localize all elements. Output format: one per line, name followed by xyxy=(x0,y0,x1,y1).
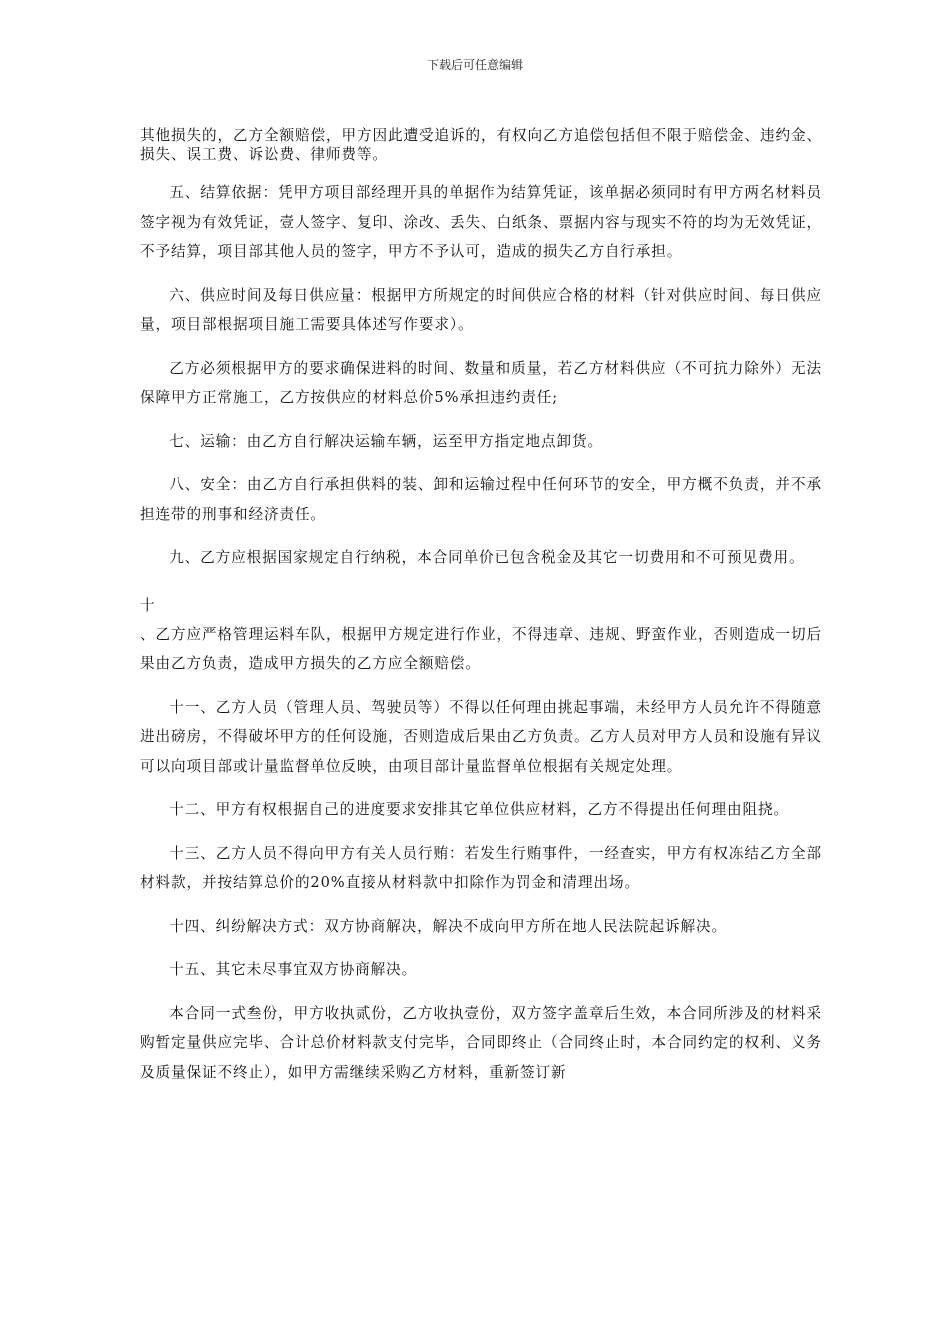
clause-7-transport: 七、运输：由乙方自行解决运输车辆，运至甲方指定地点卸货。 xyxy=(169,432,604,450)
document-body xyxy=(140,126,822,1087)
clause-6-supply-time: 六、供应时间及每日供应量：根据甲方所规定的时间供应合格的材料（针对供应时间、每日供应量，项目部根据项目施工需要具体述写作要求）。 xyxy=(140,286,822,333)
clause-13-bribery: 十三、乙方人员不得向甲方有关人员行贿：若发生行贿事件，一经查实，甲方有权冻结乙方全部材料款，并按结算总价的20%直接从材料款中扣除作为罚金和清理出场。 xyxy=(140,844,822,891)
page-header: 下载后可任意编辑 xyxy=(426,58,523,72)
clause-9-tax: 九、乙方应根据国家规定自行纳税，本合同单价已包含税金及其它一切费用和不可预见费用。 xyxy=(169,549,805,566)
clause-15-other-matters: 十五、其它未尽事宜双方协商解决。 xyxy=(169,961,418,978)
clause-10-vehicle-management: 、乙方应严格管理运料车队，根据甲方规定进行作业，不得违章、违规、野蛮作业，否则造成一切后果由乙方负责，造成甲方损失的乙方应全额赔偿。 xyxy=(140,625,822,672)
clause-10-number: 十 xyxy=(140,596,156,614)
clause-6-supply-requirement: 乙方必须根据甲方的要求确保进料的时间、数量和质量，若乙方材料供应（不可抗力除外）无法保障甲方正常施工，乙方按供应的材料总价5%承担违约责任; xyxy=(140,359,822,406)
clause-12-other-suppliers: 十二、甲方有权根据自己的进度要求安排其它单位供应材料，乙方不得提出任何理由阻挠。 xyxy=(169,801,789,818)
clause-contract-copies: 本合同一式叁份，甲方收执贰份，乙方收执壹份，双方签字盖章后生效，本合同所涉及的材料采购暂定量供应完毕、合计总价材料款支付完毕，合同即终止（合同终止时，本合同约定的权利、义务及质量保证不终止），如甲方需继续采购乙方材料，重新签订新 xyxy=(140,1004,822,1081)
clause-5-settlement-basis: 五、结算依据：凭甲方项目部经理开具的单据作为结算凭证，该单据必须同时有甲方两名材料员签字视为有效凭证，壹人签字、复印、涂改、丢失、白纸条、票据内容与现实不符的均为无效凭证，不予结算，项目部其他人员的签字，甲方不予认可，造成的损失乙方自行承担。 xyxy=(140,184,822,260)
clause-8-safety: 八、安全：由乙方自行承担供料的装、卸和运输过程中任何环节的安全，甲方概不负责，并不承担连带的刑事和经济责任。 xyxy=(140,476,822,523)
clause-11-personnel-conduct: 十一、乙方人员（管理人员、驾驶员等）不得以任何理由挑起事端，未经甲方人员允许不得随意进出磅房，不得破坏甲方的任何设施，否则造成后果由乙方负责。乙方人员对甲方人员和设施有异议可以向项目部或计量监督单位反映，由项目部计量监督单位根据有关规定处理。 xyxy=(140,698,822,775)
paragraph-continued-compensation: 其他损失的，乙方全额赔偿，甲方因此遭受追诉的，有权向乙方追偿包括但不限于赔偿金、违约金、损失、误工费、诉讼费、律师费等。 xyxy=(140,127,822,163)
clause-14-dispute-resolution: 十四、纠纷解决方式：双方协商解决，解决不成向甲方所在地人民法院起诉解决。 xyxy=(169,917,727,935)
